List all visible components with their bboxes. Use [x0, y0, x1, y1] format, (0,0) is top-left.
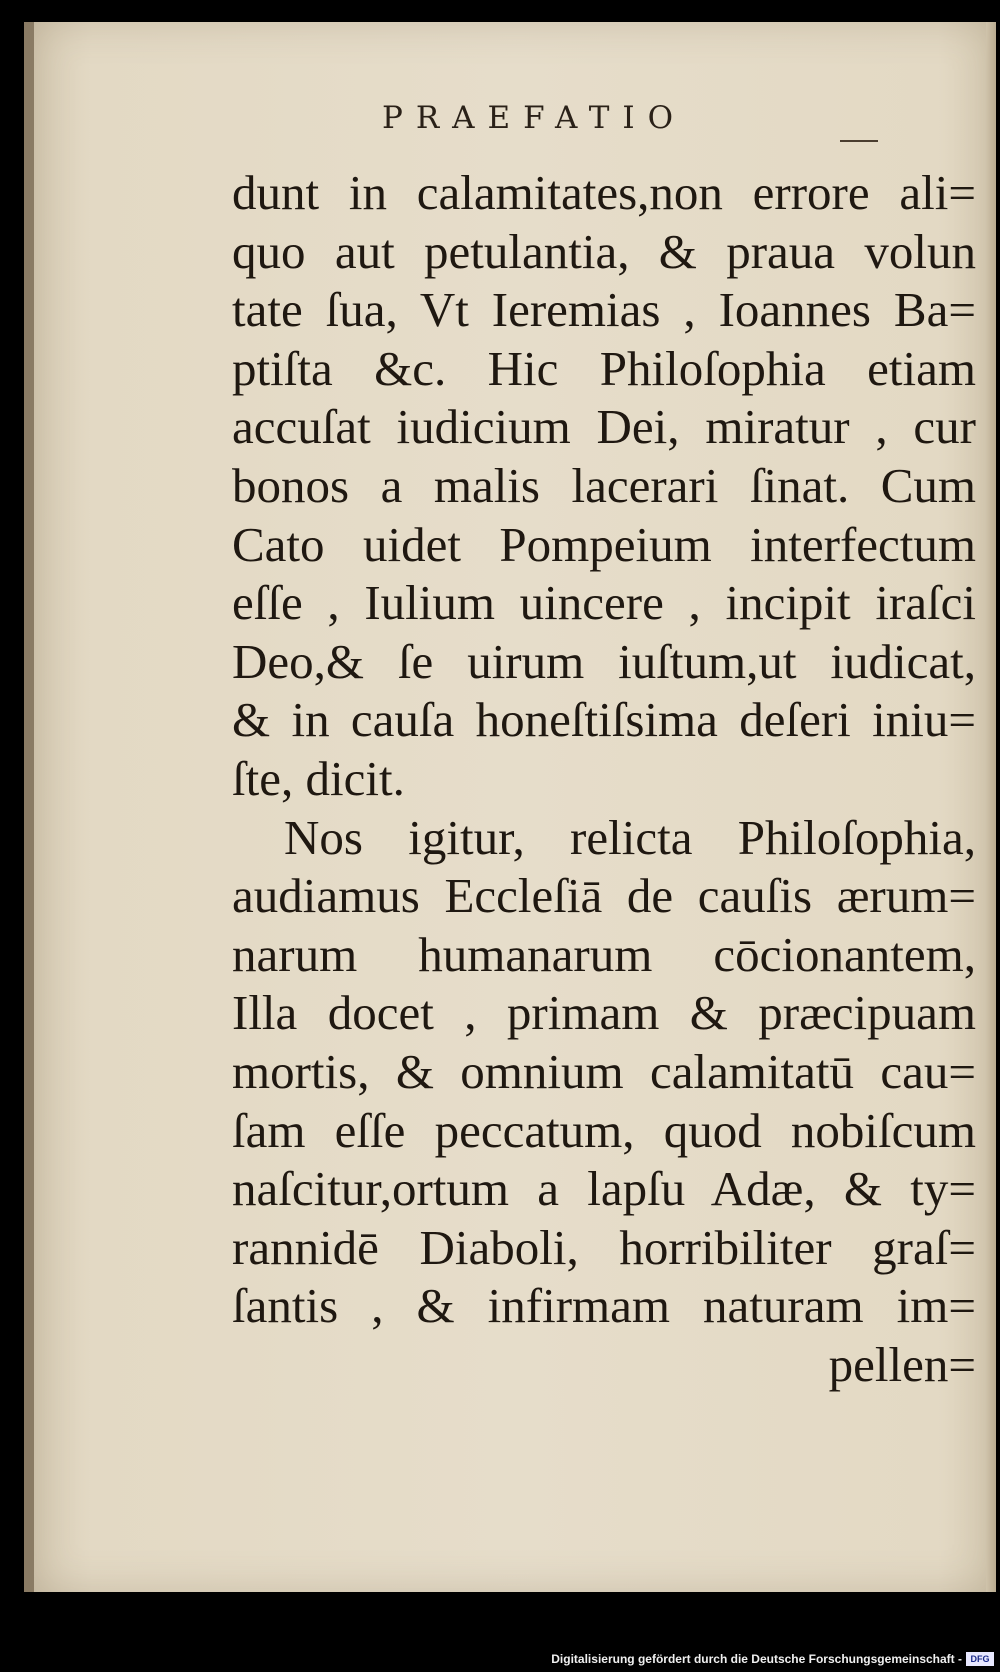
text-line: eſſe , Iulium uincere , incipit iraſci — [232, 575, 976, 631]
text-line: accuſat iudicium Dei, miratur , cur — [232, 399, 976, 455]
text-line: & in cauſa honeſtiſsima deſeri iniu= — [232, 692, 976, 748]
catchword: pellen= — [828, 1336, 976, 1392]
text-line: ſantis , & infirmam naturam im= — [232, 1278, 976, 1334]
text-line: bonos a malis lacerari ſinat. Cum — [232, 457, 976, 513]
text-line: quo aut petulantia, & praua volun — [232, 223, 976, 279]
text-line: Cato uidet Pompeium interfectum — [232, 516, 976, 572]
text-line: dunt in calamitates,non errore ali= — [232, 165, 976, 220]
text-line: audiamus Eccleſiā de cauſis ærum= — [232, 868, 976, 924]
dfg-logo: DFG — [966, 1652, 994, 1666]
digitization-footer — [0, 1644, 1000, 1672]
text-line: tate ſua, Vt Ieremias , Ioannes Ba= — [232, 282, 976, 338]
body-text — [232, 164, 976, 1394]
text-line: ſam eſſe peccatum, quod nobiſcum — [232, 1102, 976, 1158]
text-line: ſte, dicit. — [232, 750, 405, 806]
text-line: ptiſta &c. Hic Philoſophia etiam — [232, 340, 976, 396]
text-line: rannidē Diaboli, horribiliter graſ= — [232, 1219, 976, 1275]
text-line: Deo,& ſe uirum iuſtum,ut iudicat, — [232, 633, 976, 689]
page-edge — [986, 22, 996, 1592]
catchword-rule — [840, 140, 878, 142]
text-line: naſcitur,ortum a lapſu Adæ, & ty= — [232, 1161, 976, 1217]
book-page — [24, 22, 996, 1592]
text-line: mortis, & omnium calamitatū cau= — [232, 1043, 976, 1099]
funding-notice: Digitalisierung gefördert durch die Deutsche Forschungsgemeinschaft - — [551, 1652, 962, 1666]
text-line: Illa docet , primam & præcipuam — [232, 985, 976, 1041]
text-line: Nos igitur, relicta Philoſophia, — [284, 809, 976, 865]
running-head: PRAEFATIO — [381, 100, 687, 136]
text-line: narum humanarum cōcionantem, — [232, 926, 976, 982]
